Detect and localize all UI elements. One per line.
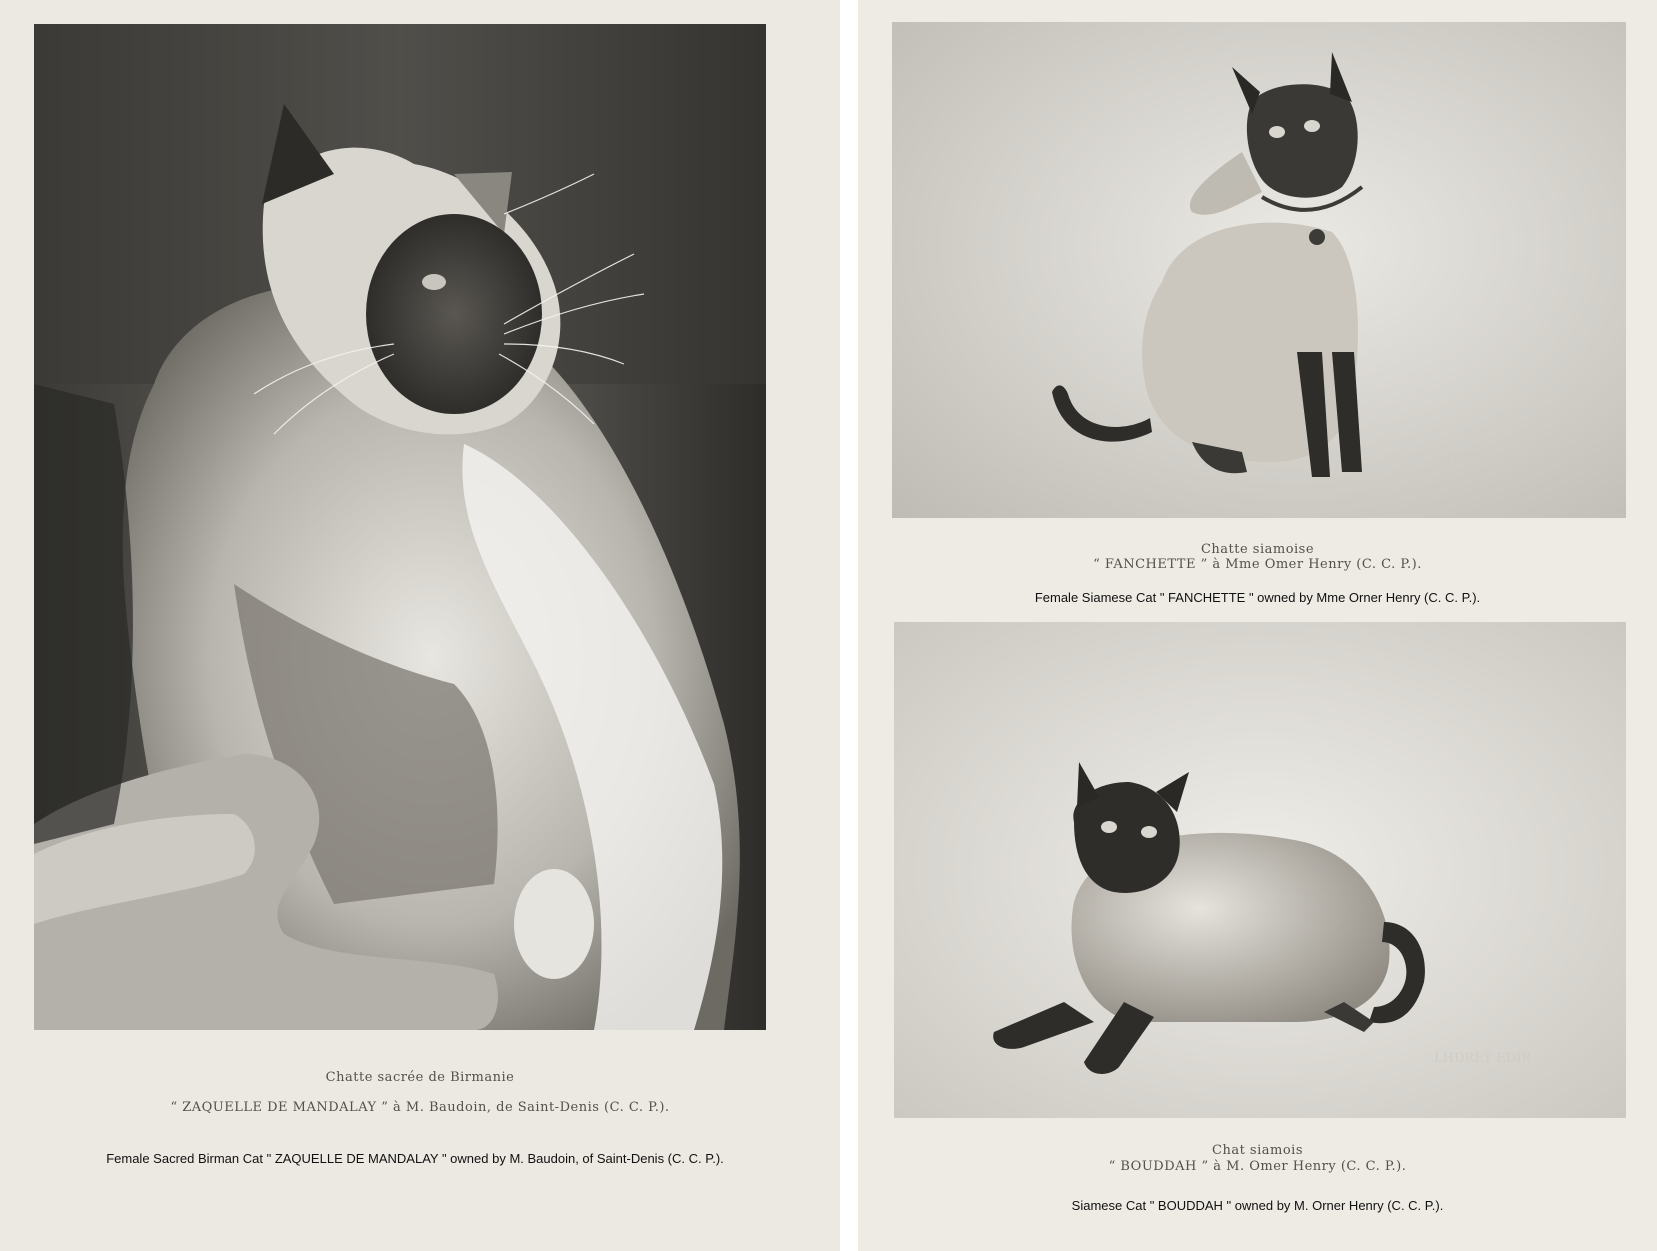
birman-caption-fr-owner: “ ZAQUELLE DE MANDALAY ” à M. Baudoin, de Saint-Denis (C. C. P.).	[170, 1100, 670, 1115]
birman-caption-fr-title: Chatte sacrée de Birmanie	[325, 1070, 515, 1085]
bouddah-caption-fr-owner: “ BOUDDAH ” à M. Omer Henry (C. C. P.).	[1108, 1159, 1407, 1174]
right-page	[858, 0, 1657, 1251]
fanchette-photo	[892, 22, 1626, 518]
fanchette-caption-fr-title: Chatte siamoise	[1200, 542, 1315, 557]
svg-text:LHDREY EDIR: LHDREY EDIR	[1432, 451, 1530, 466]
birman-cat-photo	[34, 24, 766, 1030]
bouddah-caption-fr-title: Chat siamois	[1212, 1143, 1303, 1158]
fanchette-caption-fr-owner: “ FANCHETTE ” à Mme Omer Henry (C. C. P.).	[1093, 557, 1422, 572]
svg-text:LHDREY EDIR: LHDREY EDIR	[1434, 1051, 1532, 1066]
birman-caption-en: Female Sacred Birman Cat " ZAQUELLE DE MANDALAY " owned by M. Baudoin, of Saint-Denis (C. C. P.).	[106, 1151, 724, 1166]
fanchette-caption-en: Female Siamese Cat " FANCHETTE " owned by Mme Orner Henry (C. C. P.).	[1034, 590, 1481, 605]
bouddah-caption-en: Siamese Cat " BOUDDAH " owned by M. Orner Henry (C. C. P.).	[1071, 1198, 1444, 1213]
bouddah-photo	[894, 622, 1626, 1118]
